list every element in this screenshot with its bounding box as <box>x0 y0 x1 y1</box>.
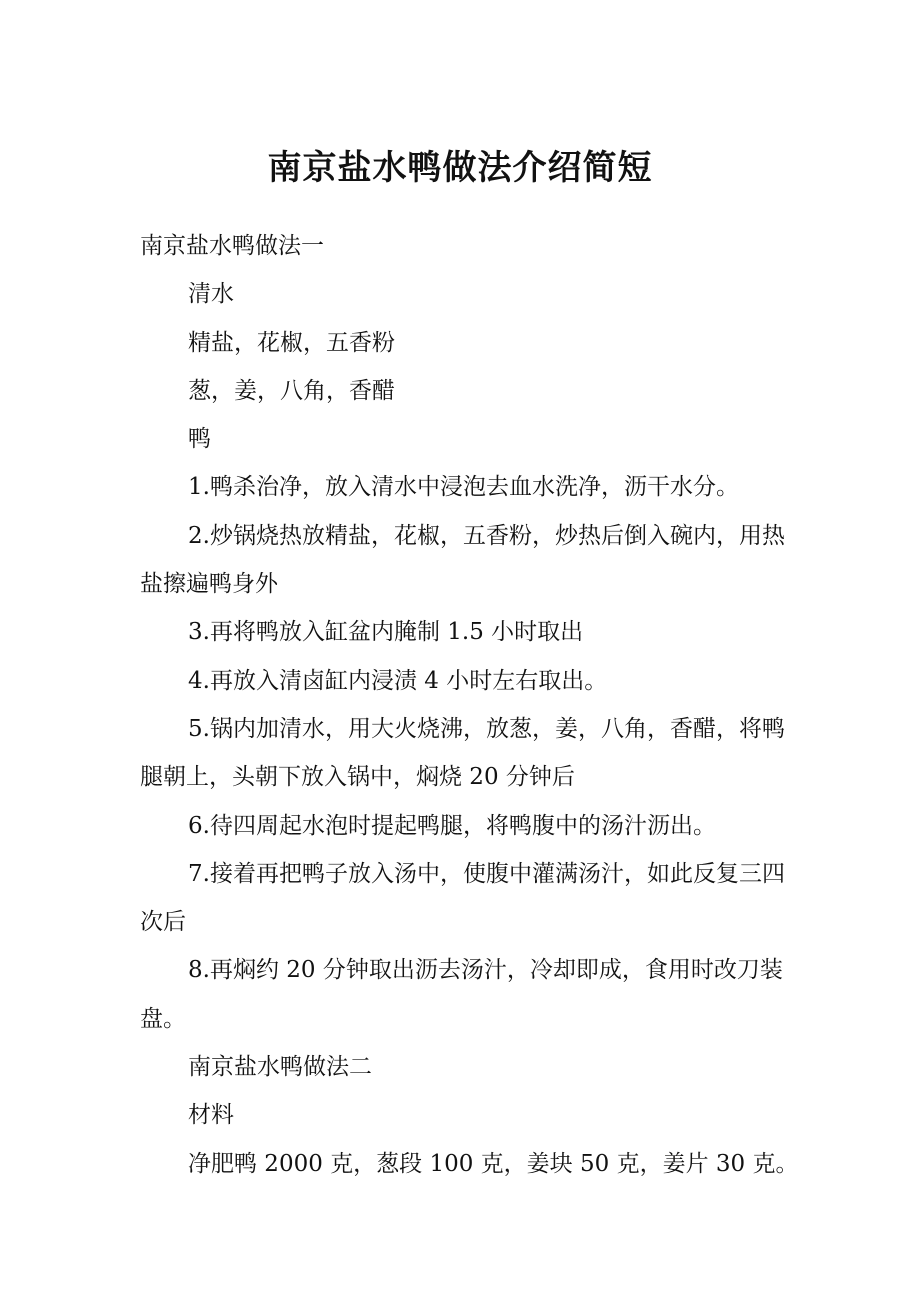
ingredient-line: 清水 <box>188 281 234 308</box>
step-paragraph: 4.再放入清卤缸内浸渍 4 小时左右取出。 <box>188 667 608 694</box>
step-paragraph: 1.鸭杀治净，放入清水中浸泡去血水洗净，沥干水分。 <box>188 474 739 501</box>
step-paragraph: 5.锅内加清水，用大火烧沸，放葱，姜，八角，香醋，将鸭腿朝上，头朝下放入锅中，焖烧 20 分钟后 <box>140 715 785 791</box>
step-paragraph: 8.再焖约 20 分钟取出沥去汤汁，冷却即成，食用时改刀装盘。 <box>140 957 783 1032</box>
subheading: 材料 <box>188 1102 234 1129</box>
ingredient-line: 葱，姜，八角，香醋 <box>188 377 395 404</box>
ingredient-line: 净肥鸭 2000 克，葱段 100 克，姜块 50 克，姜片 30 克。 <box>188 1150 799 1177</box>
ingredient-line: 精盐，花椒，五香粉 <box>188 329 395 356</box>
ingredient-line: 鸭 <box>188 426 211 453</box>
document-title: 南京盐水鸭做法介绍简短 <box>267 148 653 188</box>
step-paragraph: 7.接着再把鸭子放入汤中，使腹中灌满汤汁，如此反复三四次后 <box>140 860 785 936</box>
step-paragraph: 3.再将鸭放入缸盆内腌制 1.5 小时取出 <box>188 619 584 646</box>
section-heading: 南京盐水鸭做法二 <box>188 1054 372 1081</box>
step-paragraph: 6.待四周起水泡时提起鸭腿，将鸭腹中的汤汁沥出。 <box>188 812 716 839</box>
step-paragraph: 2.炒锅烧热放精盐，花椒，五香粉，炒热后倒入碗内，用热盐擦遍鸭身外 <box>140 522 785 598</box>
section-heading: 南京盐水鸭做法一 <box>140 233 324 259</box>
document-body <box>140 222 800 1188</box>
